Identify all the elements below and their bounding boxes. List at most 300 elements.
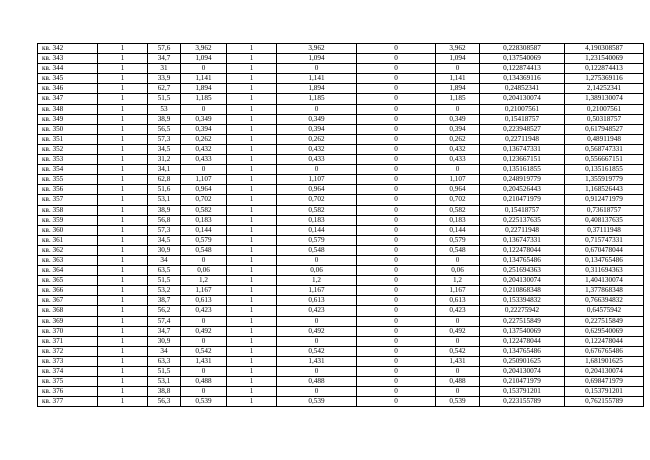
table-row [38, 74, 644, 84]
table-cell: 1 [227, 276, 277, 286]
table-row [38, 114, 644, 124]
table-cell: 0,153791201 [480, 387, 565, 397]
table-cell: 0 [357, 235, 436, 245]
table-cell: 1 [227, 245, 277, 255]
table-cell: 1,094 [181, 54, 227, 64]
table-cell: 1 [227, 84, 277, 94]
table-cell: 0,579 [436, 235, 480, 245]
table-row [38, 134, 644, 144]
table-cell: 1 [98, 54, 148, 64]
table-cell: 57,6 [148, 44, 181, 54]
table-cell: 30,9 [148, 336, 181, 346]
table-cell: 1 [98, 346, 148, 356]
table-row [38, 225, 644, 235]
table-cell: 1 [98, 195, 148, 205]
table-cell: 0 [357, 336, 436, 346]
table-cell: 0 [357, 377, 436, 387]
table-cell: 1,167 [181, 286, 227, 296]
table-cell: 0,349 [181, 114, 227, 124]
apartment-label-cell: кв. 376 [38, 387, 98, 397]
table-row [38, 316, 644, 326]
apartment-label-cell: кв. 362 [38, 245, 98, 255]
table-cell: 0,492 [436, 326, 480, 336]
table-cell: 56,2 [148, 306, 181, 316]
table-row [38, 286, 644, 296]
table-cell: 0 [357, 286, 436, 296]
table-row [38, 266, 644, 276]
table-cell: 0,539 [181, 397, 227, 407]
table-cell: 1 [227, 94, 277, 104]
table-cell: 1 [227, 205, 277, 215]
table-cell: 0,548 [181, 245, 227, 255]
table-cell: 0,122478044 [480, 336, 565, 346]
table-cell: 4,190308587 [565, 44, 644, 54]
table-cell: 0,48911948 [565, 134, 644, 144]
table-cell: 1 [98, 336, 148, 346]
table-cell: 0,488 [181, 377, 227, 387]
table-cell: 1 [98, 144, 148, 154]
table-cell: 0,762155789 [565, 397, 644, 407]
table-cell: 0,433 [181, 155, 227, 165]
table-cell: 0,248919779 [480, 175, 565, 185]
table-cell: 1 [98, 185, 148, 195]
table-cell: 0 [357, 155, 436, 165]
table-cell: 0,432 [436, 144, 480, 154]
table-cell: 56,8 [148, 215, 181, 225]
apartment-label-cell: кв. 370 [38, 326, 98, 336]
table-cell: 1,185 [277, 94, 357, 104]
table-cell: 0,617948527 [565, 124, 644, 134]
apartment-label-cell: кв. 342 [38, 44, 98, 54]
table-cell: 1 [227, 266, 277, 276]
table-cell: 0,123667151 [480, 155, 565, 165]
table-cell: 1 [227, 356, 277, 366]
table-cell: 0 [357, 64, 436, 74]
apartment-label-cell: кв. 360 [38, 225, 98, 235]
table-cell: 1,107 [277, 175, 357, 185]
apartment-label-cell: кв. 361 [38, 235, 98, 245]
apartment-label-cell: кв. 350 [38, 124, 98, 134]
table-cell: 1 [98, 104, 148, 114]
table-cell: 57,4 [148, 316, 181, 326]
table-cell: 0 [357, 326, 436, 336]
table-cell: 63,5 [148, 266, 181, 276]
table-row [38, 195, 644, 205]
table-cell: 0 [277, 367, 357, 377]
table-cell: 3,962 [181, 44, 227, 54]
table-cell: 0 [357, 387, 436, 397]
table-cell: 0,262 [277, 134, 357, 144]
table-cell: 0,542 [277, 346, 357, 356]
table-cell: 0,122478044 [565, 336, 644, 346]
table-cell: 1 [98, 64, 148, 74]
table-cell: 0,394 [181, 124, 227, 134]
table-cell: 0,136747331 [480, 144, 565, 154]
apartment-label-cell: кв. 359 [38, 215, 98, 225]
table-cell: 0,423 [181, 306, 227, 316]
table-cell: 0,349 [436, 114, 480, 124]
apartment-label-cell: кв. 372 [38, 346, 98, 356]
table-cell: 0,204130074 [480, 276, 565, 286]
table-cell: 0 [436, 316, 480, 326]
table-cell: 1 [227, 124, 277, 134]
table-cell: 0,183 [181, 215, 227, 225]
table-cell: 0,135161855 [565, 165, 644, 175]
table-cell: 0 [357, 225, 436, 235]
table-cell: 1,141 [436, 74, 480, 84]
table-cell: 1 [98, 175, 148, 185]
table-cell: 0,22711948 [480, 134, 565, 144]
table-cell: 1,894 [181, 84, 227, 94]
table-cell: 1 [227, 286, 277, 296]
table-cell: 1,681901625 [565, 356, 644, 366]
table-cell: 51,5 [148, 276, 181, 286]
table-cell: 1,404130074 [565, 276, 644, 286]
table-row [38, 54, 644, 64]
table-cell: 0,15418757 [480, 205, 565, 215]
table-cell: 0,423 [277, 306, 357, 316]
table-cell: 0 [357, 54, 436, 64]
table-cell: 1,141 [277, 74, 357, 84]
table-cell: 1 [98, 124, 148, 134]
table-cell: 0,122478044 [480, 245, 565, 255]
table-row [38, 64, 644, 74]
table-row [38, 94, 644, 104]
table-cell: 1 [98, 367, 148, 377]
table-cell: 1 [98, 296, 148, 306]
table-cell: 0,629540069 [565, 326, 644, 336]
apartment-label-cell: кв. 355 [38, 175, 98, 185]
table-cell: 0 [357, 276, 436, 286]
table-cell: 1 [98, 205, 148, 215]
table-cell: 1 [98, 377, 148, 387]
apartment-table [37, 43, 644, 407]
table-cell: 0,432 [277, 144, 357, 154]
table-cell: 1 [98, 286, 148, 296]
table-cell: 1 [227, 387, 277, 397]
table-cell: 1 [227, 336, 277, 346]
table-cell: 0,262 [181, 134, 227, 144]
table-cell: 0 [357, 74, 436, 84]
table-cell: 0,223948527 [480, 124, 565, 134]
table-cell: 0 [181, 165, 227, 175]
apartment-label-cell: кв. 348 [38, 104, 98, 114]
table-cell: 0 [181, 316, 227, 326]
table-cell: 1 [227, 44, 277, 54]
table-cell: 0,433 [436, 155, 480, 165]
apartment-label-cell: кв. 365 [38, 276, 98, 286]
table-cell: 0,670478044 [565, 245, 644, 255]
table-cell: 0 [436, 255, 480, 265]
table-cell: 0 [357, 306, 436, 316]
table-cell: 1 [98, 155, 148, 165]
table-cell: 51,5 [148, 94, 181, 104]
table-cell: 0 [436, 104, 480, 114]
table-cell: 1,107 [436, 175, 480, 185]
table-cell: 0,548 [277, 245, 357, 255]
apartment-label-cell: кв. 357 [38, 195, 98, 205]
table-cell: 1,894 [277, 84, 357, 94]
apartment-label-cell: кв. 374 [38, 367, 98, 377]
table-cell: 0,227515849 [480, 316, 565, 326]
table-cell: 0 [357, 134, 436, 144]
table-cell: 0 [181, 255, 227, 265]
table-cell: 34 [148, 346, 181, 356]
table-cell: 1 [98, 84, 148, 94]
table-cell: 0,223155789 [480, 397, 565, 407]
table-cell: 1 [227, 346, 277, 356]
table-cell: 0,15418757 [480, 114, 565, 124]
table-cell: 33,9 [148, 74, 181, 84]
table-cell: 1,167 [277, 286, 357, 296]
table-cell: 0,262 [436, 134, 480, 144]
table-cell: 0,423 [436, 306, 480, 316]
table-cell: 0,702 [277, 195, 357, 205]
table-cell: 0,21007561 [480, 104, 565, 114]
apartment-label-cell: кв. 354 [38, 165, 98, 175]
table-cell: 1 [98, 245, 148, 255]
table-cell: 0 [277, 336, 357, 346]
table-cell: 0,21007561 [565, 104, 644, 114]
table-cell: 0,251694363 [480, 266, 565, 276]
table-cell: 1,2 [181, 276, 227, 286]
table-cell: 0,210471979 [480, 377, 565, 387]
table-cell: 0 [357, 356, 436, 366]
table-cell: 0,135161855 [480, 165, 565, 175]
table-cell: 0,37111948 [565, 225, 644, 235]
table-cell: 0,548 [436, 245, 480, 255]
table-cell: 0,64575942 [565, 306, 644, 316]
table-cell: 1 [227, 377, 277, 387]
table-cell: 0,122874413 [565, 64, 644, 74]
table-cell: 1 [227, 195, 277, 205]
table-cell: 0,488 [277, 377, 357, 387]
table-cell: 1 [98, 276, 148, 286]
table-cell: 34,7 [148, 326, 181, 336]
table-cell: 1,231540069 [565, 54, 644, 64]
table-cell: 1 [98, 215, 148, 225]
apartment-label-cell: кв. 343 [38, 54, 98, 64]
table-cell: 31,2 [148, 155, 181, 165]
table-cell: 0,568747331 [565, 144, 644, 154]
table-cell: 0,22711948 [480, 225, 565, 235]
table-cell: 0,582 [181, 205, 227, 215]
table-cell: 0,556667151 [565, 155, 644, 165]
table-row [38, 326, 644, 336]
table-cell: 53,1 [148, 195, 181, 205]
table-cell: 1 [98, 225, 148, 235]
table-cell: 0 [357, 175, 436, 185]
table-cell: 3,962 [277, 44, 357, 54]
table-cell: 0,153394832 [480, 296, 565, 306]
table-row [38, 397, 644, 407]
table-cell: 1 [227, 64, 277, 74]
table-row [38, 124, 644, 134]
table-cell: 1,355919779 [565, 175, 644, 185]
table-cell: 1 [227, 326, 277, 336]
table-row [38, 336, 644, 346]
table-cell: 0 [357, 316, 436, 326]
table-cell: 1,094 [277, 54, 357, 64]
table-cell: 62,8 [148, 175, 181, 185]
table-cell: 1,2 [277, 276, 357, 286]
table-cell: 0,394 [436, 124, 480, 134]
table-row [38, 367, 644, 377]
table-cell: 0 [436, 367, 480, 377]
table-cell: 0,122874413 [480, 64, 565, 74]
apartment-label-cell: кв. 367 [38, 296, 98, 306]
table-cell: 0 [357, 144, 436, 154]
table-cell: 1 [227, 255, 277, 265]
table-cell: 0,349 [277, 114, 357, 124]
table-cell: 31 [148, 64, 181, 74]
apartment-label-cell: кв. 364 [38, 266, 98, 276]
apartment-label-cell: кв. 377 [38, 397, 98, 407]
apartment-label-cell: кв. 369 [38, 316, 98, 326]
table-cell: 0,204130074 [480, 367, 565, 377]
table-cell: 1 [98, 356, 148, 366]
table-cell: 34,7 [148, 54, 181, 64]
table-cell: 0,542 [436, 346, 480, 356]
table-cell: 1 [98, 255, 148, 265]
table-cell: 51,5 [148, 367, 181, 377]
apartment-label-cell: кв. 363 [38, 255, 98, 265]
table-cell: 0 [357, 397, 436, 407]
table-cell: 1,275369116 [565, 74, 644, 84]
table-cell: 1,094 [436, 54, 480, 64]
table-cell: 34,1 [148, 165, 181, 175]
table-cell: 0,766394832 [565, 296, 644, 306]
table-cell: 0,183 [436, 215, 480, 225]
table-cell: 1 [227, 165, 277, 175]
table-cell: 0,24852341 [480, 84, 565, 94]
table-cell: 1,141 [181, 74, 227, 84]
table-row [38, 205, 644, 215]
table-cell: 0,964 [277, 185, 357, 195]
table-cell: 1 [227, 185, 277, 195]
table-cell: 1 [227, 114, 277, 124]
table-cell: 0,134765486 [480, 346, 565, 356]
table-cell: 1,185 [436, 94, 480, 104]
table-cell: 0 [357, 215, 436, 225]
table-cell: 0,432 [181, 144, 227, 154]
table-cell: 53,1 [148, 377, 181, 387]
table-cell: 1 [98, 114, 148, 124]
table-cell: 0,153791201 [565, 387, 644, 397]
table-cell: 0 [357, 255, 436, 265]
table-cell: 0,488 [436, 377, 480, 387]
table-cell: 0 [436, 336, 480, 346]
table-cell: 0,676765486 [565, 346, 644, 356]
table-row [38, 306, 644, 316]
table-cell: 1 [227, 54, 277, 64]
table-cell: 0,144 [181, 225, 227, 235]
table-cell: 1,377868348 [565, 286, 644, 296]
table-cell: 1 [227, 397, 277, 407]
table-cell: 1 [98, 165, 148, 175]
table-cell: 30,9 [148, 245, 181, 255]
table-cell: 0 [357, 296, 436, 306]
table-cell: 38,7 [148, 296, 181, 306]
table-cell: 0,204526443 [480, 185, 565, 195]
apartment-label-cell: кв. 356 [38, 185, 98, 195]
table-cell: 53 [148, 104, 181, 114]
table-cell: 1 [227, 144, 277, 154]
table-row [38, 245, 644, 255]
table-cell: 1 [227, 134, 277, 144]
table-cell: 1,894 [436, 84, 480, 94]
table-cell: 34 [148, 255, 181, 265]
table-cell: 0,183 [277, 215, 357, 225]
table-cell: 0,250901625 [480, 356, 565, 366]
table-cell: 0,433 [277, 155, 357, 165]
table-cell: 0 [436, 387, 480, 397]
table-cell: 0,136747331 [480, 235, 565, 245]
table-row [38, 144, 644, 154]
apartment-label-cell: кв. 366 [38, 286, 98, 296]
table-row [38, 165, 644, 175]
apartment-label-cell: кв. 345 [38, 74, 98, 84]
table-cell: 0,50318757 [565, 114, 644, 124]
table-cell: 0 [277, 387, 357, 397]
apartment-label-cell: кв. 368 [38, 306, 98, 316]
table-cell: 1,431 [436, 356, 480, 366]
table-cell: 0 [357, 266, 436, 276]
table-cell: 1 [98, 44, 148, 54]
table-cell: 0,22275942 [480, 306, 565, 316]
table-cell: 0,539 [436, 397, 480, 407]
table-cell: 0,715747331 [565, 235, 644, 245]
table-cell: 0 [277, 316, 357, 326]
table-cell: 1 [98, 266, 148, 276]
apartment-label-cell: кв. 373 [38, 356, 98, 366]
table-cell: 0,06 [436, 266, 480, 276]
table-row [38, 296, 644, 306]
table-row [38, 377, 644, 387]
table-cell: 0 [436, 165, 480, 175]
table-cell: 0,204130074 [565, 367, 644, 377]
table-cell: 0 [277, 64, 357, 74]
table-cell: 56,3 [148, 397, 181, 407]
table-cell: 2,14252341 [565, 84, 644, 94]
table-cell: 0 [357, 185, 436, 195]
table-cell: 51,6 [148, 185, 181, 195]
table-cell: 0 [357, 165, 436, 175]
table-cell: 0,134765486 [480, 255, 565, 265]
table-cell: 34,5 [148, 235, 181, 245]
table-cell: 1 [98, 74, 148, 84]
table-cell: 0 [357, 195, 436, 205]
table-cell: 0,492 [181, 326, 227, 336]
table-cell: 0 [357, 114, 436, 124]
table-cell: 0,137540069 [480, 54, 565, 64]
table-cell: 0 [181, 387, 227, 397]
table-cell: 0,228308587 [480, 44, 565, 54]
table-cell: 0,579 [181, 235, 227, 245]
table-row [38, 175, 644, 185]
table-cell: 0,702 [436, 195, 480, 205]
table-cell: 1,185 [181, 94, 227, 104]
table-cell: 53,2 [148, 286, 181, 296]
table-cell: 1,2 [436, 276, 480, 286]
table-cell: 57,3 [148, 134, 181, 144]
table-cell: 0 [277, 165, 357, 175]
table-row [38, 155, 644, 165]
table-cell: 1 [227, 367, 277, 377]
table-cell: 1 [227, 306, 277, 316]
table-cell: 0 [357, 44, 436, 54]
table-cell: 1 [227, 215, 277, 225]
